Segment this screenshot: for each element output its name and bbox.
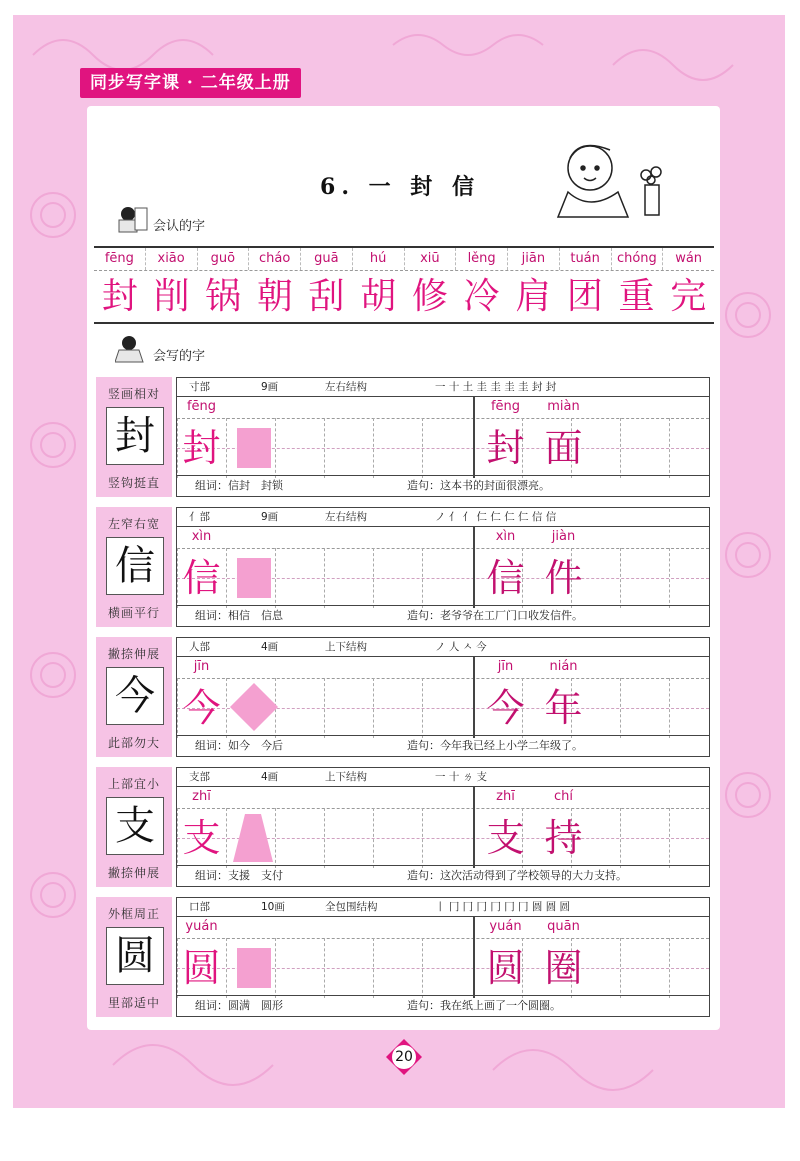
pinyin: hú	[352, 248, 404, 270]
stroke-count: 10画	[261, 901, 285, 913]
character-row	[177, 808, 709, 868]
character: 肩	[515, 276, 552, 317]
structure: 上下结构	[325, 641, 367, 653]
usage-row	[177, 475, 709, 496]
character-info	[177, 898, 709, 917]
pinyin: wán	[662, 248, 714, 270]
girl-reading-icon	[115, 204, 149, 234]
write-label: 会写的字	[153, 349, 206, 364]
sentence-example: 造句：今年我已经上小学二年级了。	[407, 739, 583, 752]
grid-divider	[473, 656, 475, 738]
word-character: 面	[544, 426, 583, 470]
structure: 左右结构	[325, 511, 367, 523]
model-character-box	[106, 927, 164, 985]
pinyin-row	[177, 656, 709, 679]
recognize-character-row	[94, 272, 714, 322]
word-examples: 组词：相信 信息	[195, 609, 283, 622]
pinyin: jiān	[507, 248, 559, 270]
character-row	[177, 418, 709, 478]
character-pinyin: yuán	[185, 919, 218, 934]
character: 修	[411, 276, 448, 317]
pinyin-row	[177, 396, 709, 419]
stroke-order: 丨 冂 冂 冂 冂 冂 冂 圆 圆 圆	[435, 901, 571, 913]
usage-row	[177, 735, 709, 756]
writing-tip-bottom: 横画平行	[107, 606, 160, 620]
writing-tip-bottom: 竖钩挺直	[107, 476, 160, 490]
trace-guide	[237, 558, 271, 598]
example-character: 封	[182, 426, 221, 470]
radical: 支部	[189, 771, 210, 783]
grid-divider	[473, 916, 475, 998]
lesson-title: 6. 一 封 信	[320, 174, 480, 200]
character-pinyin: jīn	[193, 659, 210, 674]
girl-writing-icon	[115, 334, 149, 364]
model-character: 信	[115, 543, 155, 589]
word-character: 件	[544, 556, 583, 600]
practice-grid	[176, 897, 710, 1017]
word-pinyin: fēng	[490, 399, 521, 414]
sentence-example: 造句：我在纸上画了一个圆圈。	[407, 999, 561, 1012]
character-info	[177, 638, 709, 657]
character-card	[96, 377, 172, 497]
usage-row	[177, 865, 709, 886]
character-card	[96, 637, 172, 757]
stroke-count: 4画	[261, 641, 279, 653]
word-pinyin: chí	[554, 789, 573, 804]
structure: 左右结构	[325, 381, 367, 393]
character-info	[177, 378, 709, 397]
writing-tip-bottom: 撇捺伸展	[107, 866, 160, 880]
word-character: 持	[544, 816, 583, 860]
practice-grid	[176, 637, 710, 757]
recognize-section-header	[115, 204, 205, 234]
pinyin-row	[177, 916, 709, 939]
word-pinyin: yuán	[489, 919, 522, 934]
model-character: 圆	[115, 933, 155, 979]
character-card	[96, 767, 172, 887]
character-pinyin: zhī	[192, 789, 211, 804]
pinyin: guā	[300, 248, 352, 270]
radical: 亻部	[189, 511, 210, 523]
stroke-count: 9画	[261, 381, 279, 393]
page-number: 20	[395, 1049, 413, 1065]
write-block	[96, 637, 710, 757]
stroke-order: ノ 人 ㅅ 今	[435, 641, 487, 653]
word-examples: 组词：如今 今后	[195, 739, 283, 752]
character-pinyin: xìn	[191, 529, 212, 544]
stroke-order: 一 十 ㄌ 支	[435, 771, 488, 783]
model-character-box	[106, 797, 164, 855]
model-character: 支	[115, 803, 155, 849]
practice-grid	[176, 767, 710, 887]
writing-tip-top: 外框周正	[107, 907, 160, 921]
structure: 全包围结构	[325, 901, 378, 913]
character: 锅	[205, 276, 242, 317]
sentence-example: 造句：这次活动得到了学校领导的大力支持。	[407, 869, 627, 882]
writing-tip-top: 撇捺伸展	[107, 647, 160, 661]
writing-tip-bottom: 里部适中	[107, 996, 160, 1010]
recognize-strip	[94, 246, 714, 324]
writing-tip-bottom: 此部勿大	[107, 736, 160, 750]
pinyin: lěng	[455, 248, 507, 270]
stroke-count: 4画	[261, 771, 279, 783]
word-pinyin: quān	[547, 919, 580, 934]
page-number-badge	[385, 1038, 423, 1076]
word-pinyin: jiàn	[551, 529, 576, 544]
character-pinyin: fēng	[186, 399, 217, 414]
example-character: 圆	[182, 946, 221, 990]
recognize-label: 会认的字	[153, 219, 206, 234]
character-row	[177, 938, 709, 998]
character: 冷	[463, 276, 500, 317]
character: 刮	[308, 276, 345, 317]
character: 团	[566, 276, 603, 317]
word-examples: 组词：信封 封锁	[195, 479, 283, 492]
word-character: 今	[486, 686, 525, 730]
example-character: 今	[182, 686, 221, 730]
stroke-count: 9画	[261, 511, 279, 523]
boy-writing-illustration	[550, 130, 670, 225]
pinyin: xiāo	[145, 248, 197, 270]
character-info	[177, 508, 709, 527]
stroke-order: ノ 亻 亻 仁 仁 仁 仁 信 信	[435, 511, 557, 523]
pinyin-row	[177, 526, 709, 549]
recognize-pinyin-row	[94, 248, 714, 271]
writing-tip-top: 左窄右宽	[107, 517, 160, 531]
pinyin: cháo	[248, 248, 300, 270]
character-row	[177, 678, 709, 738]
usage-row	[177, 995, 709, 1016]
stroke-order: 一 十 土 圭 圭 圭 圭 封 封	[435, 381, 557, 393]
write-section-header	[115, 334, 205, 364]
example-character: 信	[182, 556, 221, 600]
word-pinyin: miàn	[547, 399, 580, 414]
character: 胡	[360, 276, 397, 317]
pinyin: tuán	[559, 248, 611, 270]
word-character: 圆	[486, 946, 525, 990]
word-pinyin: xìn	[495, 529, 516, 544]
writing-tip-top: 竖画相对	[107, 387, 160, 401]
structure: 上下结构	[325, 771, 367, 783]
sentence-example: 造句：老爷爷在工厂门口收发信件。	[407, 609, 583, 622]
grid-divider	[473, 396, 475, 478]
word-character: 圈	[544, 946, 583, 990]
word-pinyin: zhī	[496, 789, 515, 804]
word-examples: 组词：支援 支付	[195, 869, 283, 882]
write-block	[96, 377, 710, 497]
character: 朝	[256, 276, 293, 317]
write-block	[96, 507, 710, 627]
character: 完	[670, 276, 707, 317]
pinyin: xiū	[404, 248, 456, 270]
model-character-box	[106, 537, 164, 595]
character: 封	[101, 276, 138, 317]
word-character: 封	[486, 426, 525, 470]
word-character: 支	[486, 816, 525, 860]
word-examples: 组词：圆满 圆形	[195, 999, 283, 1012]
character: 削	[153, 276, 190, 317]
model-character-box	[106, 667, 164, 725]
practice-grid	[176, 377, 710, 497]
pinyin: guō	[197, 248, 249, 270]
series-title: 同步写字课 · 二年级上册	[80, 68, 301, 98]
sentence-example: 造句：这本书的封面很漂亮。	[407, 479, 550, 492]
pinyin: chóng	[611, 248, 663, 270]
writing-tip-top: 上部宜小	[107, 777, 160, 791]
character-row	[177, 548, 709, 608]
radical: 寸部	[189, 381, 210, 393]
radical: 口部	[189, 901, 210, 913]
model-character: 封	[115, 413, 155, 459]
practice-grid	[176, 507, 710, 627]
write-block	[96, 897, 710, 1017]
character-info	[177, 768, 709, 787]
trace-guide	[237, 948, 271, 988]
model-character-box	[106, 407, 164, 465]
trace-guide	[237, 428, 271, 468]
usage-row	[177, 605, 709, 626]
word-character: 年	[544, 686, 583, 730]
example-character: 支	[182, 816, 221, 860]
write-block	[96, 767, 710, 887]
word-pinyin: nián	[549, 659, 578, 674]
model-character: 今	[115, 673, 155, 719]
radical: 人部	[189, 641, 210, 653]
word-character: 信	[486, 556, 525, 600]
word-pinyin: jīn	[497, 659, 514, 674]
pinyin-row	[177, 786, 709, 809]
grid-divider	[473, 526, 475, 608]
character-card	[96, 897, 172, 1017]
pinyin: fēng	[104, 251, 134, 266]
grid-divider	[473, 786, 475, 868]
character-card	[96, 507, 172, 627]
character: 重	[618, 276, 655, 317]
